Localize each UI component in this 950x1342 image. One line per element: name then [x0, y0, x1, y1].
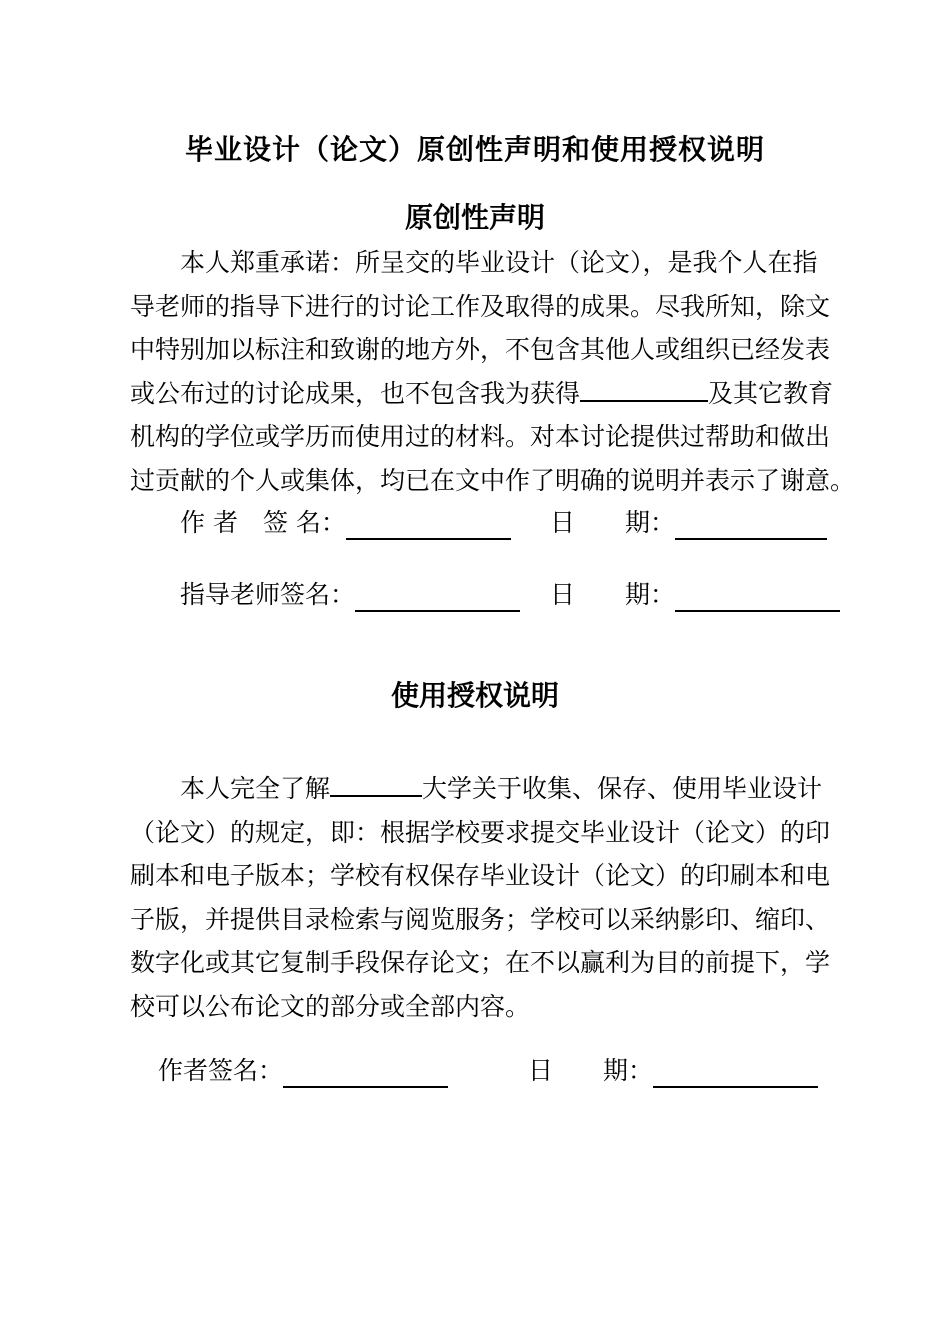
authorization-line-1-post: 大学关于收集、保存、使用毕业设计 — [422, 774, 823, 803]
statement-line-4 — [130, 372, 855, 416]
advisor-signature-row — [180, 578, 520, 612]
advisor-signature-line[interactable] — [355, 584, 520, 612]
author-date-row-2 — [528, 1054, 818, 1088]
author-date-label-2: 日 期： — [528, 1056, 654, 1085]
author-signature-row-2 — [158, 1054, 448, 1088]
authorization-line-1 — [130, 767, 830, 811]
author-date-label: 日 期： — [550, 508, 676, 537]
author-signature-label: 作 者 签 名： — [180, 508, 346, 537]
university-blank-line[interactable] — [330, 773, 422, 797]
author-date-line[interactable] — [675, 512, 827, 540]
usage-authorization-body — [130, 767, 830, 1028]
advisor-date-line[interactable] — [675, 584, 840, 612]
authorization-line-2: （论文）的规定，即：根据学校要求提交毕业设计（论文）的印 — [130, 817, 831, 847]
author-date-line-2[interactable] — [653, 1060, 818, 1088]
statement-line-5: 机构的学位或学历而使用过的材料。对本讨论提供过帮助和做出 — [130, 422, 831, 451]
statement-line-4-pre: 或公布过的讨论成果，也不包含我为获得 — [130, 378, 581, 408]
author-signature-row — [180, 506, 511, 540]
statement-line-3: 中特别加以标注和致谢的地方外，不包含其他人或组织已经发表 — [130, 335, 831, 364]
statement-line-2: 导老师的指导下进行的讨论工作及取得的成果。尽我所知，除文 — [130, 291, 831, 321]
author-date-row — [550, 506, 827, 540]
document-title: 毕业设计（论文）原创性声明和使用授权说明 — [184, 133, 765, 166]
authorization-line-5: 数字化或其它复制手段保存论文；在不以赢利为目的前提下，学 — [130, 948, 831, 977]
authorization-line-4: 子版，并提供目录检索与阅览服务；学校可以采纳影印、缩印、 — [130, 904, 831, 934]
advisor-date-row — [550, 578, 840, 612]
statement-line-1: 本人郑重承诺：所呈交的毕业设计（论文），是我个人在指 — [180, 248, 818, 277]
statement-line-6: 过贡献的个人或集体，均已在文中作了明确的说明并表示了谢意。 — [130, 465, 856, 495]
authorization-line-6: 校可以公布论文的部分或全部内容。 — [130, 991, 531, 1021]
authorization-line-1-pre: 本人完全了解 — [180, 774, 331, 803]
author-signature-label-2: 作者签名： — [158, 1056, 284, 1085]
advisor-date-label: 日 期： — [550, 580, 676, 609]
usage-authorization-title: 使用授权说明 — [390, 679, 559, 712]
degree-blank-line[interactable] — [580, 378, 708, 402]
authorization-line-3: 刷本和电子版本；学校有权保存毕业设计（论文）的印刷本和电 — [130, 861, 831, 890]
statement-line-4-post: 及其它教育 — [708, 378, 834, 408]
advisor-signature-label: 指导老师签名： — [180, 580, 356, 609]
author-signature-line-2[interactable] — [283, 1060, 448, 1088]
originality-statement-title: 原创性声明 — [404, 201, 545, 234]
originality-statement-body — [130, 241, 855, 502]
author-signature-line[interactable] — [346, 512, 511, 540]
